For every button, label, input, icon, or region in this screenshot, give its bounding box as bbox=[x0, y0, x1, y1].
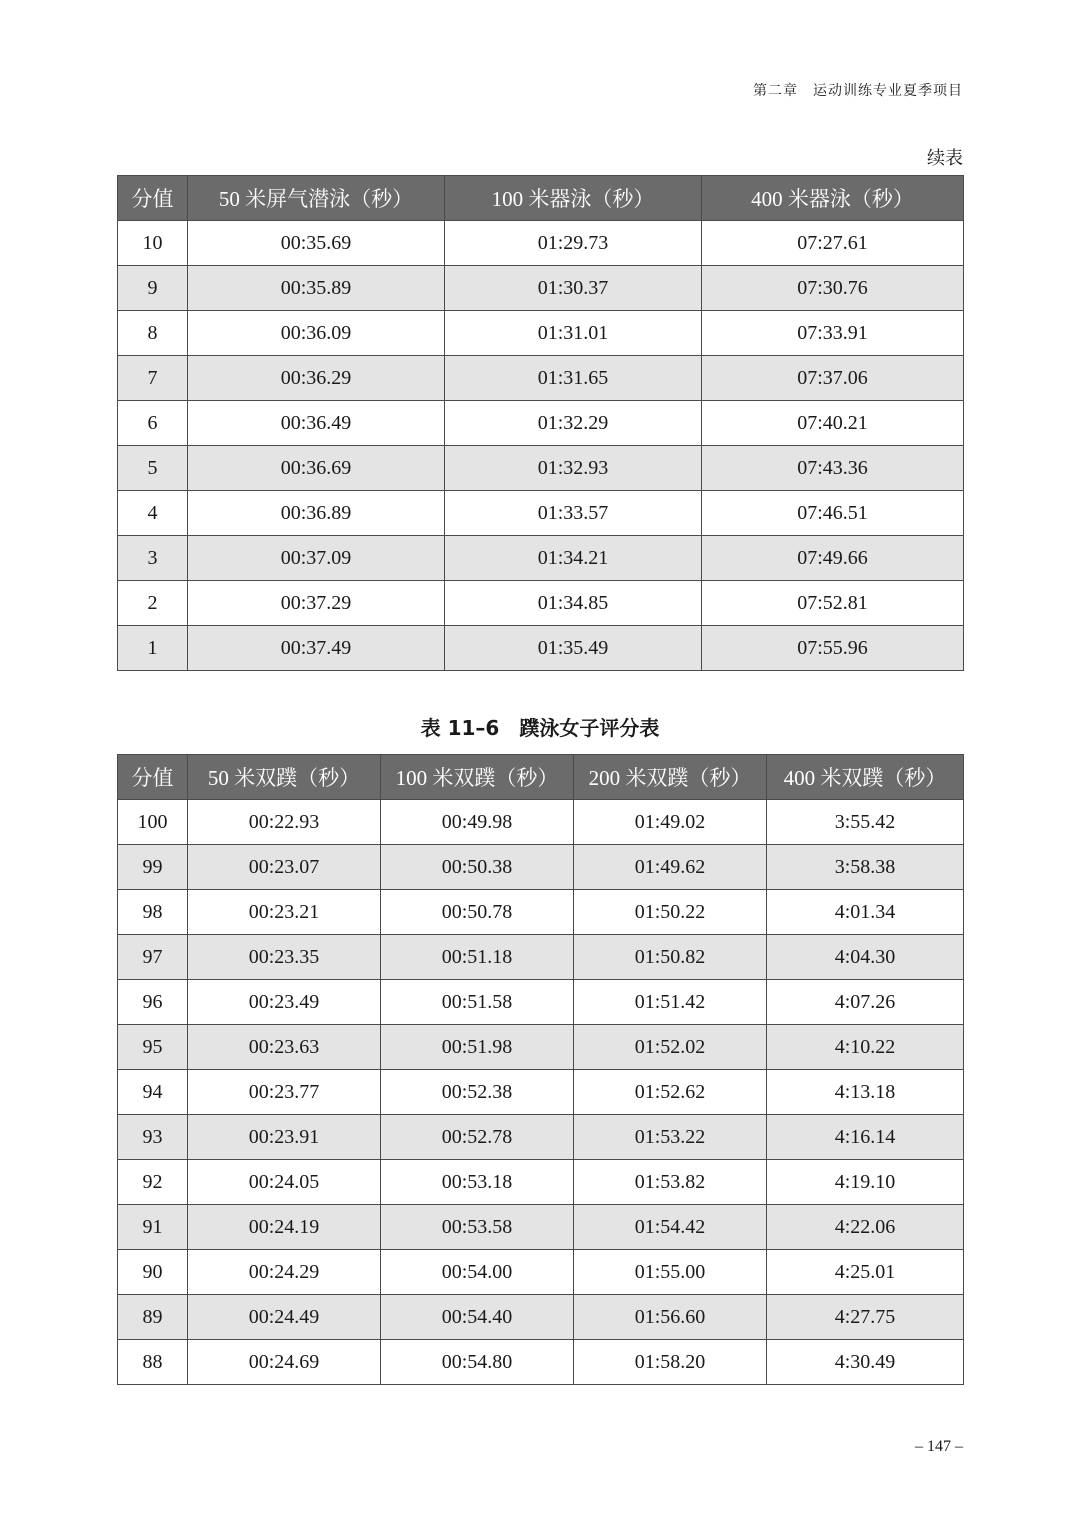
time-cell: 07:40.21 bbox=[702, 401, 964, 446]
score-cell: 3 bbox=[118, 536, 188, 581]
time-cell: 00:50.38 bbox=[381, 845, 574, 890]
column-header: 400 米双蹼（秒） bbox=[767, 755, 964, 800]
fin-swimming-women-scoring-table bbox=[117, 754, 964, 1385]
time-cell: 01:54.42 bbox=[574, 1205, 767, 1250]
column-header: 50 米屏气潜泳（秒） bbox=[188, 176, 445, 221]
time-cell: 01:34.21 bbox=[445, 536, 702, 581]
time-cell: 00:37.29 bbox=[188, 581, 445, 626]
time-cell: 01:35.49 bbox=[445, 626, 702, 671]
table-row bbox=[118, 1160, 964, 1205]
time-cell: 00:24.49 bbox=[188, 1295, 381, 1340]
table-header-row bbox=[118, 755, 964, 800]
time-cell: 00:54.80 bbox=[381, 1340, 574, 1385]
time-cell: 01:31.01 bbox=[445, 311, 702, 356]
time-cell: 00:52.38 bbox=[381, 1070, 574, 1115]
time-cell: 00:24.69 bbox=[188, 1340, 381, 1385]
continued-label: 续表 bbox=[927, 148, 963, 168]
time-cell: 00:35.69 bbox=[188, 221, 445, 266]
time-cell: 00:23.63 bbox=[188, 1025, 381, 1070]
time-cell: 00:36.49 bbox=[188, 401, 445, 446]
time-cell: 00:49.98 bbox=[381, 800, 574, 845]
time-cell: 00:23.49 bbox=[188, 980, 381, 1025]
score-cell: 94 bbox=[118, 1070, 188, 1115]
table-row bbox=[118, 401, 964, 446]
table-row bbox=[118, 980, 964, 1025]
score-cell: 98 bbox=[118, 890, 188, 935]
time-cell: 00:22.93 bbox=[188, 800, 381, 845]
time-cell: 00:23.35 bbox=[188, 935, 381, 980]
time-cell: 4:19.10 bbox=[767, 1160, 964, 1205]
time-cell: 01:30.37 bbox=[445, 266, 702, 311]
time-cell: 01:34.85 bbox=[445, 581, 702, 626]
table-row bbox=[118, 221, 964, 266]
score-cell: 90 bbox=[118, 1250, 188, 1295]
table-row bbox=[118, 581, 964, 626]
time-cell: 07:43.36 bbox=[702, 446, 964, 491]
table-row bbox=[118, 1295, 964, 1340]
time-cell: 4:16.14 bbox=[767, 1115, 964, 1160]
time-cell: 07:55.96 bbox=[702, 626, 964, 671]
time-cell: 07:49.66 bbox=[702, 536, 964, 581]
time-cell: 00:37.09 bbox=[188, 536, 445, 581]
score-cell: 100 bbox=[118, 800, 188, 845]
time-cell: 00:37.49 bbox=[188, 626, 445, 671]
table-row bbox=[118, 266, 964, 311]
table-row bbox=[118, 1205, 964, 1250]
time-cell: 4:10.22 bbox=[767, 1025, 964, 1070]
time-cell: 01:29.73 bbox=[445, 221, 702, 266]
table-title: 表 11–6 蹼泳女子评分表 bbox=[420, 716, 660, 740]
time-cell: 00:24.05 bbox=[188, 1160, 381, 1205]
time-cell: 00:50.78 bbox=[381, 890, 574, 935]
column-header: 50 米双蹼（秒） bbox=[188, 755, 381, 800]
time-cell: 01:31.65 bbox=[445, 356, 702, 401]
time-cell: 4:22.06 bbox=[767, 1205, 964, 1250]
scoring-table-continued bbox=[117, 175, 964, 671]
time-cell: 4:01.34 bbox=[767, 890, 964, 935]
time-cell: 07:46.51 bbox=[702, 491, 964, 536]
time-cell: 01:51.42 bbox=[574, 980, 767, 1025]
time-cell: 00:23.07 bbox=[188, 845, 381, 890]
time-cell: 4:30.49 bbox=[767, 1340, 964, 1385]
time-cell: 00:23.77 bbox=[188, 1070, 381, 1115]
time-cell: 00:23.91 bbox=[188, 1115, 381, 1160]
time-cell: 01:32.29 bbox=[445, 401, 702, 446]
table-row bbox=[118, 1340, 964, 1385]
time-cell: 01:32.93 bbox=[445, 446, 702, 491]
table-row bbox=[118, 800, 964, 845]
table-row bbox=[118, 1070, 964, 1115]
page-number: – 147 – bbox=[915, 1438, 963, 1455]
time-cell: 01:50.82 bbox=[574, 935, 767, 980]
score-cell: 1 bbox=[118, 626, 188, 671]
time-cell: 07:37.06 bbox=[702, 356, 964, 401]
score-cell: 9 bbox=[118, 266, 188, 311]
time-cell: 00:36.69 bbox=[188, 446, 445, 491]
time-cell: 07:27.61 bbox=[702, 221, 964, 266]
time-cell: 01:58.20 bbox=[574, 1340, 767, 1385]
table-row bbox=[118, 536, 964, 581]
score-cell: 91 bbox=[118, 1205, 188, 1250]
time-cell: 4:07.26 bbox=[767, 980, 964, 1025]
time-cell: 01:49.62 bbox=[574, 845, 767, 890]
time-cell: 00:53.58 bbox=[381, 1205, 574, 1250]
time-cell: 01:50.22 bbox=[574, 890, 767, 935]
time-cell: 00:52.78 bbox=[381, 1115, 574, 1160]
time-cell: 01:33.57 bbox=[445, 491, 702, 536]
table-row bbox=[118, 311, 964, 356]
time-cell: 3:58.38 bbox=[767, 845, 964, 890]
column-header: 100 米双蹼（秒） bbox=[381, 755, 574, 800]
score-cell: 2 bbox=[118, 581, 188, 626]
column-header: 400 米器泳（秒） bbox=[702, 176, 964, 221]
table-row bbox=[118, 935, 964, 980]
score-cell: 99 bbox=[118, 845, 188, 890]
time-cell: 00:36.29 bbox=[188, 356, 445, 401]
table-row bbox=[118, 1115, 964, 1160]
time-cell: 00:51.58 bbox=[381, 980, 574, 1025]
score-cell: 7 bbox=[118, 356, 188, 401]
time-cell: 4:04.30 bbox=[767, 935, 964, 980]
running-head: 第二章 运动训练专业夏季项目 bbox=[753, 84, 963, 99]
time-cell: 3:55.42 bbox=[767, 800, 964, 845]
time-cell: 4:13.18 bbox=[767, 1070, 964, 1115]
table-row bbox=[118, 626, 964, 671]
time-cell: 01:52.02 bbox=[574, 1025, 767, 1070]
time-cell: 4:25.01 bbox=[767, 1250, 964, 1295]
table-header-row bbox=[118, 176, 964, 221]
column-header: 100 米器泳（秒） bbox=[445, 176, 702, 221]
score-cell: 88 bbox=[118, 1340, 188, 1385]
time-cell: 00:24.29 bbox=[188, 1250, 381, 1295]
time-cell: 01:53.22 bbox=[574, 1115, 767, 1160]
score-cell: 4 bbox=[118, 491, 188, 536]
table-row bbox=[118, 356, 964, 401]
score-cell: 93 bbox=[118, 1115, 188, 1160]
time-cell: 00:54.00 bbox=[381, 1250, 574, 1295]
score-cell: 95 bbox=[118, 1025, 188, 1070]
score-cell: 92 bbox=[118, 1160, 188, 1205]
time-cell: 00:53.18 bbox=[381, 1160, 574, 1205]
time-cell: 00:36.89 bbox=[188, 491, 445, 536]
score-cell: 8 bbox=[118, 311, 188, 356]
time-cell: 01:52.62 bbox=[574, 1070, 767, 1115]
time-cell: 00:35.89 bbox=[188, 266, 445, 311]
table-row bbox=[118, 1025, 964, 1070]
score-cell: 96 bbox=[118, 980, 188, 1025]
time-cell: 01:55.00 bbox=[574, 1250, 767, 1295]
table-row bbox=[118, 446, 964, 491]
column-header: 分值 bbox=[118, 176, 188, 221]
time-cell: 01:49.02 bbox=[574, 800, 767, 845]
time-cell: 07:33.91 bbox=[702, 311, 964, 356]
time-cell: 00:51.18 bbox=[381, 935, 574, 980]
time-cell: 00:36.09 bbox=[188, 311, 445, 356]
column-header: 200 米双蹼（秒） bbox=[574, 755, 767, 800]
score-cell: 10 bbox=[118, 221, 188, 266]
score-cell: 89 bbox=[118, 1295, 188, 1340]
time-cell: 01:53.82 bbox=[574, 1160, 767, 1205]
table-row bbox=[118, 845, 964, 890]
score-cell: 5 bbox=[118, 446, 188, 491]
time-cell: 4:27.75 bbox=[767, 1295, 964, 1340]
time-cell: 00:54.40 bbox=[381, 1295, 574, 1340]
column-header: 分值 bbox=[118, 755, 188, 800]
time-cell: 00:51.98 bbox=[381, 1025, 574, 1070]
time-cell: 00:23.21 bbox=[188, 890, 381, 935]
table-row bbox=[118, 491, 964, 536]
score-cell: 6 bbox=[118, 401, 188, 446]
table-row bbox=[118, 1250, 964, 1295]
time-cell: 01:56.60 bbox=[574, 1295, 767, 1340]
table-row bbox=[118, 890, 964, 935]
time-cell: 00:24.19 bbox=[188, 1205, 381, 1250]
score-cell: 97 bbox=[118, 935, 188, 980]
time-cell: 07:52.81 bbox=[702, 581, 964, 626]
time-cell: 07:30.76 bbox=[702, 266, 964, 311]
